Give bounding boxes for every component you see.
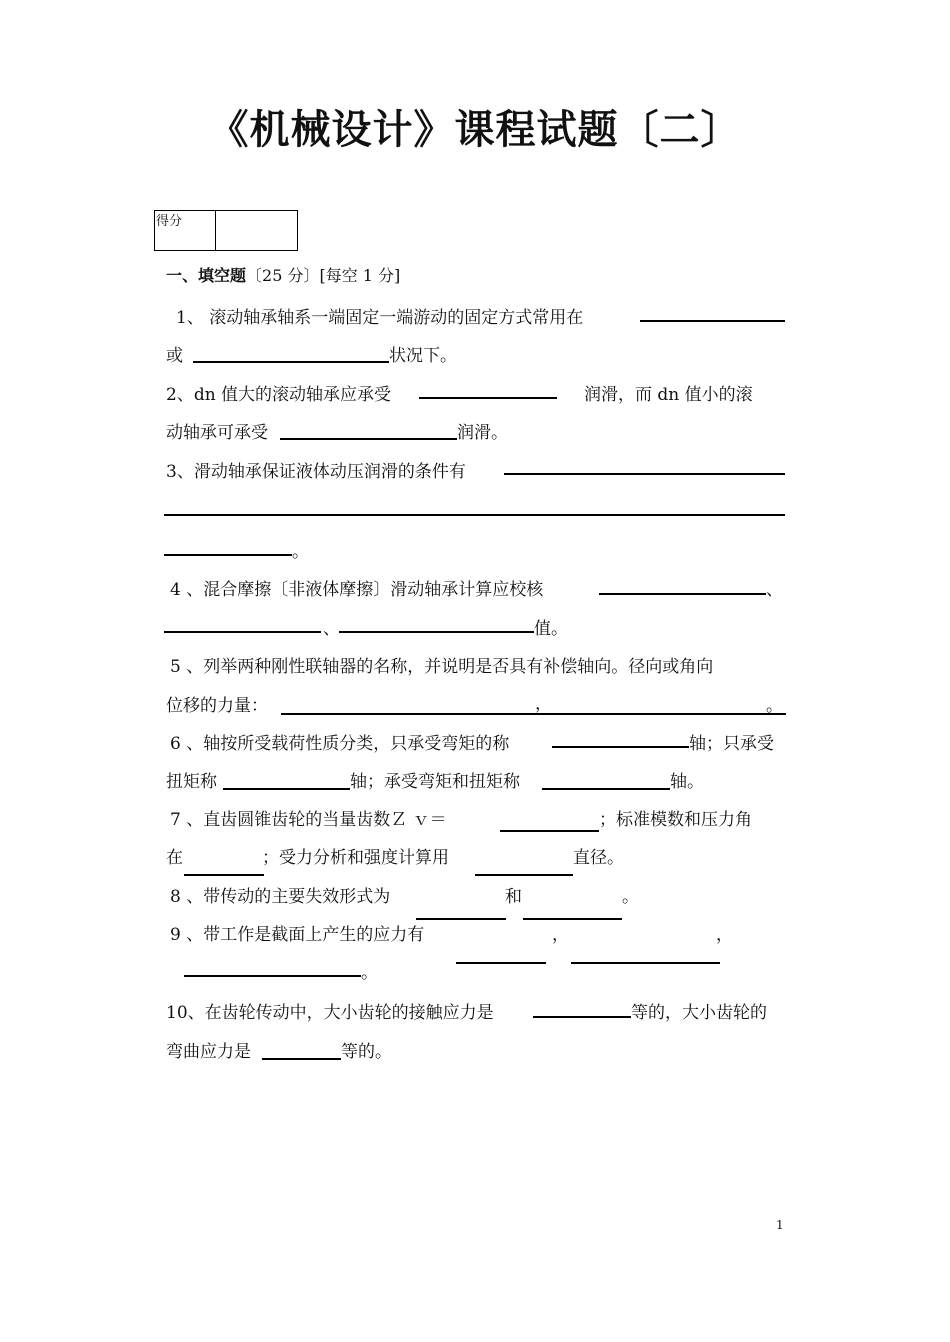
q9-comma1: ， <box>552 925 569 945</box>
q9-comma2: ， <box>716 925 733 945</box>
q8-blank-1[interactable] <box>416 918 506 920</box>
q1-blank-2[interactable] <box>193 361 389 363</box>
q4-sep1: 、 <box>766 580 783 600</box>
q2-line1b: 润滑，而 dn 值小的滚 <box>584 385 753 405</box>
q6-blank-1[interactable] <box>552 746 689 748</box>
q6-blank-3[interactable] <box>542 788 670 790</box>
q10-line1b: 等的，大小齿轮的 <box>631 1003 767 1023</box>
q7-blank-1[interactable] <box>500 830 599 832</box>
q4-blank-2[interactable] <box>164 631 321 633</box>
q2-line1a: 2、dn 值大的滚动轴承应承受 <box>166 385 392 405</box>
q10-line2a: 弯曲应力是 <box>166 1042 251 1062</box>
q4-line1a: 4 、混合摩擦〔非液体摩擦〕滑动轴承计算应校核 <box>170 580 544 600</box>
q2-blank-1[interactable] <box>419 397 557 399</box>
q4-sep2: 、 <box>323 619 340 639</box>
q7-blank-3[interactable] <box>475 874 573 876</box>
q1-line1: 1、 滚动轴承轴系一端固定一端游动的固定方式常用在 <box>176 308 584 328</box>
score-label: 得分 <box>156 214 183 229</box>
q4-blank-3[interactable] <box>339 631 534 633</box>
q5-end: 。 <box>766 696 783 716</box>
q6-line2b: 轴；承受弯矩和扭矩称 <box>350 772 520 792</box>
page-title: 《机械设计》课程试题〔二〕 <box>208 107 742 153</box>
q1-line2a: 或 <box>166 346 183 366</box>
section-detail: 〔25 分〕[每空 1 分] <box>246 266 401 285</box>
q7-line2c: 直径。 <box>573 848 624 868</box>
q1-line2b: 状况下。 <box>389 346 457 366</box>
q7-blank-2[interactable] <box>184 874 264 876</box>
q8-line1a: 8 、带传动的主要失效形式为 <box>170 887 391 907</box>
page-number: 1 <box>776 1218 784 1232</box>
q8-and: 和 <box>505 887 522 907</box>
q2-blank-2[interactable] <box>280 438 457 440</box>
q5-comma: ， <box>535 694 552 714</box>
q3-end: 。 <box>292 542 309 562</box>
q3-blank-2[interactable] <box>164 514 785 516</box>
q4-blank-1[interactable] <box>599 593 766 595</box>
score-box <box>154 210 298 251</box>
q2-line2b: 润滑。 <box>457 423 508 443</box>
section-heading <box>166 263 400 286</box>
q5-line1: 5 、列举两种刚性联轴器的名称，并说明是否具有补偿轴向。径向或角向 <box>170 657 714 677</box>
q7-line2b: ；受力分析和强度计算用 <box>262 848 449 868</box>
q7-line2a: 在 <box>166 848 183 868</box>
q10-line1a: 10、在齿轮传动中，大小齿轮的接触应力是 <box>166 1003 494 1023</box>
q5-blank[interactable] <box>281 713 786 715</box>
q9-line1a: 9 、带工作是截面上产生的应力有 <box>170 925 425 945</box>
section-title: 一、填空题 <box>166 266 247 285</box>
q5-line2: 位移的力量： <box>166 696 268 716</box>
q9-blank-3[interactable] <box>184 975 361 977</box>
q6-line1a: 6 、轴按所受载荷性质分类，只承受弯矩的称 <box>170 734 510 754</box>
q10-blank-2[interactable] <box>262 1058 341 1060</box>
q2-line2a: 动轴承可承受 <box>166 423 268 443</box>
q1-blank-1[interactable] <box>640 320 785 322</box>
q6-line2c: 轴。 <box>670 772 704 792</box>
q9-blank-2[interactable] <box>571 962 720 964</box>
q10-line2b: 等的。 <box>341 1042 392 1062</box>
q10-blank-1[interactable] <box>533 1016 631 1018</box>
q9-end: 。 <box>361 963 378 983</box>
q3-line1: 3、滑动轴承保证液体动压润滑的条件有 <box>166 462 466 482</box>
q3-blank-3[interactable] <box>164 554 292 556</box>
q7-line1a: 7 、直齿圆锥齿轮的当量齿数Ｚ ｖ＝ <box>170 810 447 830</box>
score-divider <box>215 211 216 250</box>
q8-end: 。 <box>622 887 639 907</box>
q8-blank-2[interactable] <box>523 918 622 920</box>
q3-blank-1[interactable] <box>504 473 785 475</box>
q9-blank-1[interactable] <box>456 962 546 964</box>
q6-line2a: 扭矩称 <box>166 772 217 792</box>
q6-blank-2[interactable] <box>223 788 350 790</box>
q7-line1b: ；标准模数和压力角 <box>599 810 752 830</box>
q6-line1b: 轴；只承受 <box>689 734 774 754</box>
q4-end: 值。 <box>534 619 568 639</box>
